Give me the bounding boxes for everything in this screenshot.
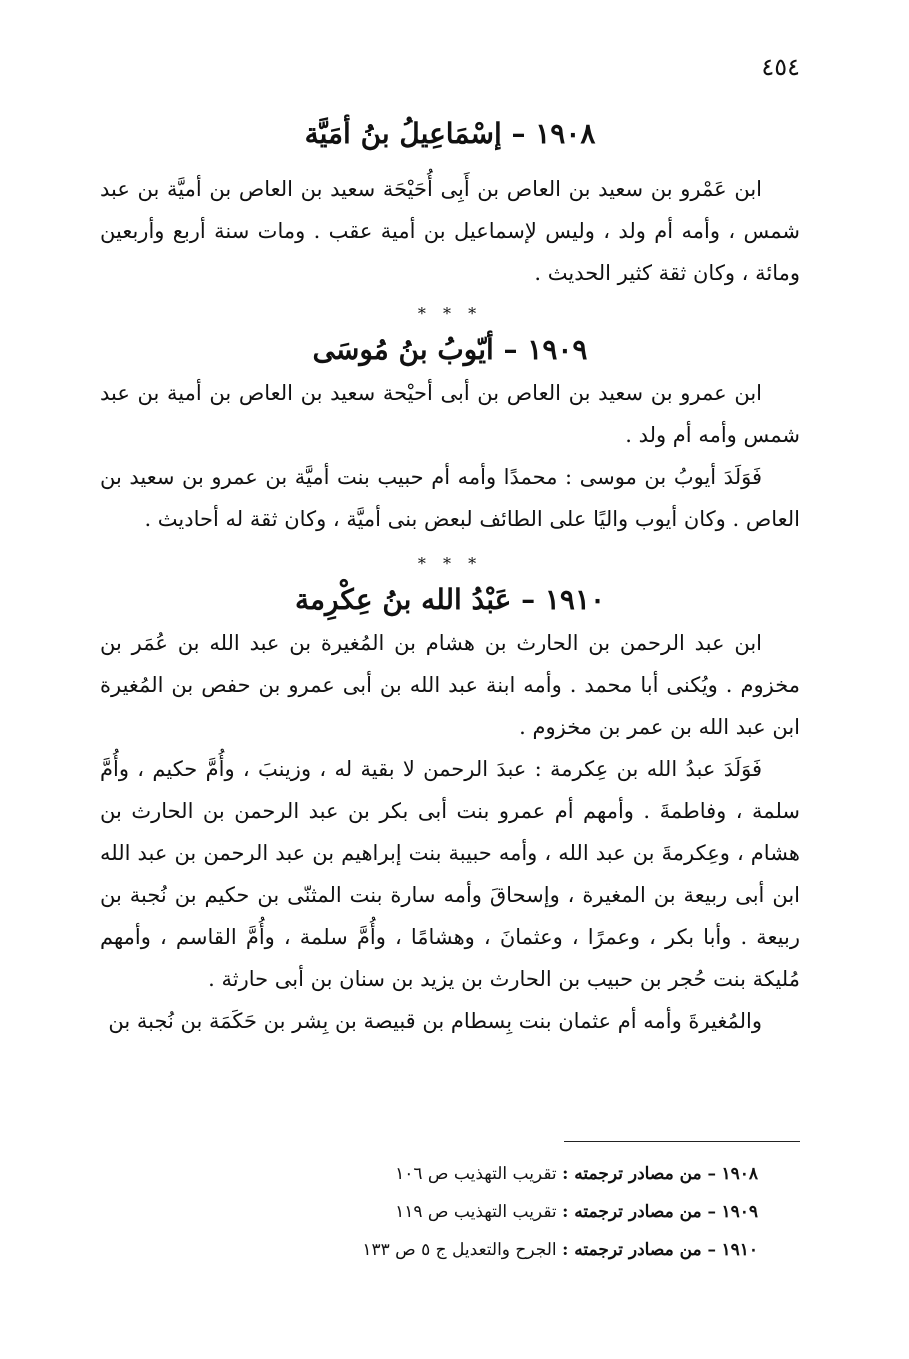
footnote-source: تقريب التهذيب ص ١٠٦ — [395, 1164, 557, 1184]
document-page — [100, 40, 800, 1330]
footnote-number: ١٩٠٨ — [721, 1164, 758, 1184]
footnote-1908 — [118, 1155, 758, 1193]
entry-1908 — [100, 112, 800, 294]
entry-paragraph: ابن عمرو بن سعيد بن العاص بن أبى أحيْحة سعيد بن العاص بن أمية بن عبد شمس وأمه أم ولد . — [100, 381, 800, 447]
page-number: ٤٥٤ — [761, 53, 800, 81]
footnote-number: ١٩٠٩ — [721, 1202, 758, 1222]
footnote-1909 — [118, 1193, 758, 1231]
entry-title: ١٩٠٨ – إسْمَاعِيلُ بنُ أمَيَّة — [304, 117, 596, 150]
entry-paragraph: ابن عبد الرحمن بن الحارث بن هشام بن المُغيرة بن عبد الله بن عُمَر بن مخزوم . ويُكنى أبا محمد . وأمه ابنة عبد الله بن أبى عمرو بن حفص بن المُغيرة ابن عبد الله بن عمر بن مخزوم . — [100, 631, 800, 739]
entry-1910 — [100, 578, 800, 1042]
entry-paragraph: ابن عَمْرو بن سعيد بن العاص بن أَبِى أُحَيْحَة سعيد بن العاص بن أميَّة بن عبد شمس ، وأمه أم ولد ، وليس لإسماعيل بن أمية عقب . ومات سنة أربع وأربعين ومائة ، وكان ثقة كثير الحديث . — [100, 177, 800, 285]
section-separator: * * * — [417, 554, 483, 573]
footnote-label: – من مصادر ترجمته : — [562, 1240, 717, 1260]
entry-title: ١٩١٠ – عَبْدُ الله بنُ عِكْرِمة — [294, 583, 606, 616]
footnote-source: الجرح والتعديل ج ٥ ص ١٣٣ — [362, 1240, 557, 1260]
footnotes — [118, 1155, 758, 1269]
footnote-divider — [564, 1141, 800, 1142]
entry-1909 — [100, 328, 800, 540]
footnote-1910 — [118, 1231, 758, 1269]
entry-paragraph: والمُغيرةَ وأمه أم عثمان بنت بِسطام بن قبيصة بن بِشر بن حَكَمَة بن نُجبة بن — [108, 1009, 762, 1033]
footnote-label: – من مصادر ترجمته : — [562, 1202, 717, 1222]
footnote-label: – من مصادر ترجمته : — [562, 1164, 717, 1184]
entry-paragraph: فَوَلَدَ أيوبُ بن موسى : محمدًا وأمه أم حبيب بنت أميَّة بن عمرو بن سعيد بن العاص . وكان أيوب واليًا على الطائف لبعض بنى أميَّة ، وكان ثقة له أحاديث . — [100, 465, 800, 531]
section-separator: * * * — [417, 304, 483, 323]
entry-title: ١٩٠٩ – أيّوبُ بنُ مُوسَى — [312, 333, 588, 366]
footnote-number: ١٩١٠ — [721, 1240, 758, 1260]
entry-paragraph: فَوَلَدَ عبدُ الله بن عِكرمة : عبدَ الرحمن لا بقية له ، وزينبَ ، وأُمَّ حكيم ، وأُمَّ سلمة ، وفاطمةَ . وأمهم أم عمرو بنت أبى بكر بن عبد الرحمن بن الحارث بن هشام ، وعِكرمةَ بن عبد الله ، وأمه حبيبة بنت إبراهيم بن عبد الرحمن بن عبد الله ابن أبى ربيعة بن المغيرة ، وإسحاقَ وأمه سارة بنت المثنّى بن حكيم بن نُجبة بن ربيعة . وأبا بكر ، وعمرًا ، وعثمانَ ، وهشامًا ، وأُمَّ سلمة ، وأُمَّ القاسم ، وأمهم مُليكة بنت حُجر بن حبيب بن الحارث بن يزيد بن سنان بن أبى حارثة . — [100, 757, 800, 991]
footnote-source: تقريب التهذيب ص ١١٩ — [395, 1202, 557, 1222]
